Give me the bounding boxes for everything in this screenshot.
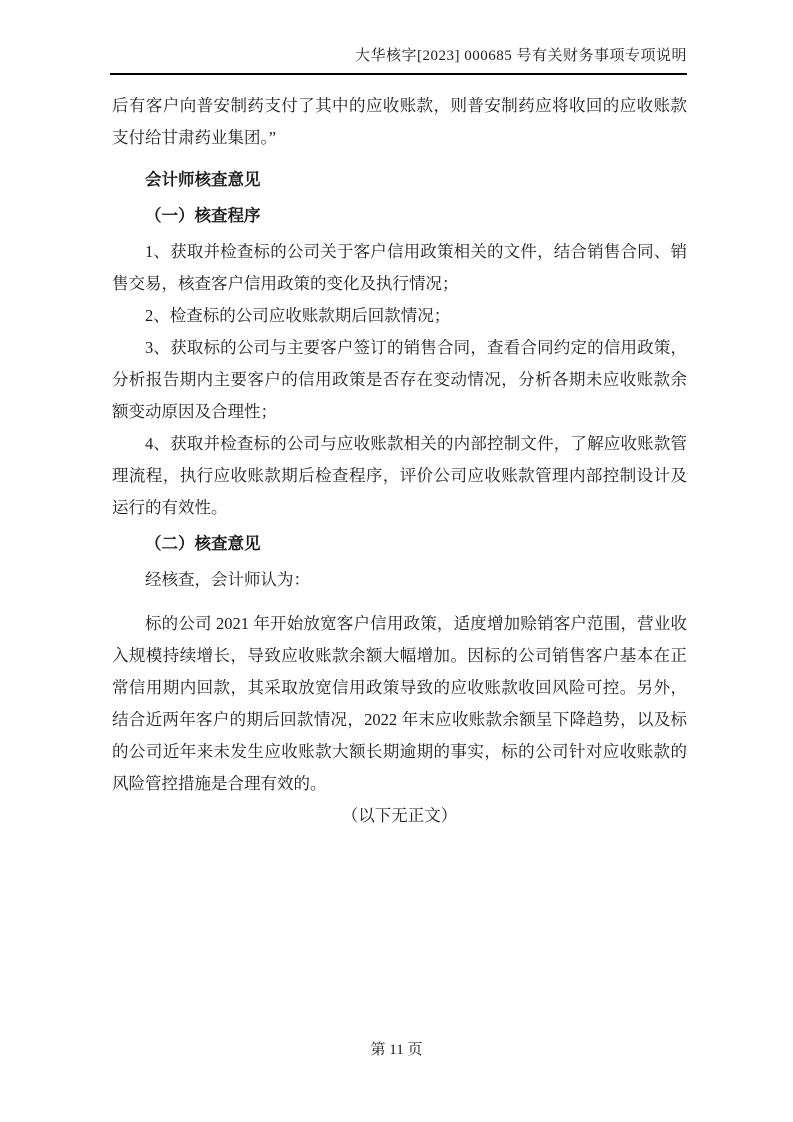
page-footer <box>0 1038 793 1059</box>
procedure-item-4: 4、获取并检查标的公司与应收账款相关的内部控制文件，了解应收账款管理流程，执行应收账款期后检查程序，评价公司应收账款管理内部控制设计及运行的有效性。 <box>112 434 687 517</box>
document-body <box>112 90 687 832</box>
page-number: 第 11 页 <box>370 1042 423 1058</box>
heading-verification-opinion: （二）核查意见 <box>145 534 261 553</box>
header-document-number: 大华核字[2023] 000685 号有关财务事项专项说明 <box>355 48 687 64</box>
procedure-item-2: 2、检查标的公司应收账款期后回款情况； <box>145 306 451 325</box>
page-header <box>110 44 687 75</box>
paragraph-opinion-intro: 经核查，会计师认为： <box>145 570 310 589</box>
heading-auditor-opinion: 会计师核查意见 <box>145 170 261 189</box>
procedure-item-3: 3、获取标的公司与主要客户签订的销售合同，查看合同约定的信用政策，分析报告期内主要客户的信用政策是否存在变动情况，分析各期未应收账款余额变动原因及合理性； <box>112 338 687 421</box>
paragraph-continuation: 后有客户向普安制药支付了其中的应收账款，则普安制药应将收回的应收账款支付给甘肃药业集团。” <box>112 96 687 147</box>
paragraph-opinion-body: 标的公司 2021 年开始放宽客户信用政策，适度增加赊销客户范围，营业收入规模持续增长，导致应收账款余额大幅增加。因标的公司销售客户基本在正常信用期内回款，其采取放宽信用政策导致的应收账款收回风险可控。另外，结合近两年客户的期后回款情况，2022 年末应收账款余额呈下降趋势，以及标的公司近年来未发生应收账款大额长期逾期的事实，标的公司针对应收账款的风险管控措施是合理有效的。 <box>112 614 687 793</box>
heading-verification-procedures: （一）核查程序 <box>145 206 261 225</box>
end-of-text-note: （以下无正文） <box>341 806 458 825</box>
procedure-item-1: 1、获取并检查标的公司关于客户信用政策相关的文件，结合销售合同、销售交易，核查客户信用政策的变化及执行情况； <box>112 242 687 293</box>
